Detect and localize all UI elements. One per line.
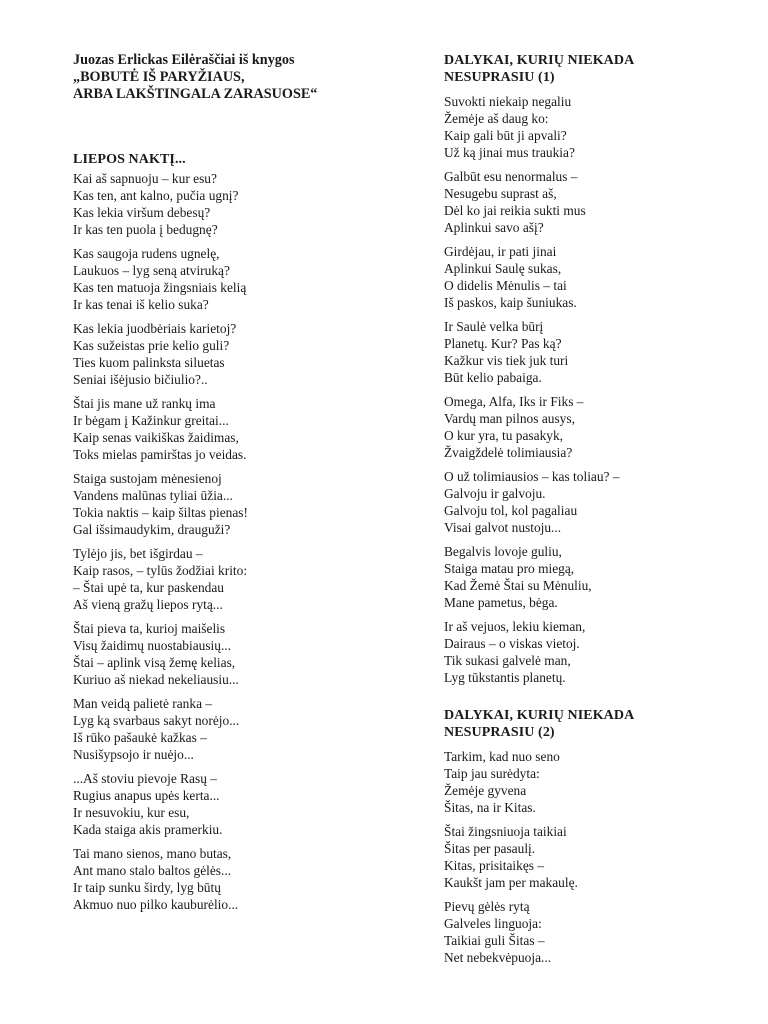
stanza — [73, 170, 393, 238]
poem-line: Aplinkui Saulę sukas, — [444, 261, 562, 276]
stanza — [444, 93, 744, 161]
poem-line: Būt kelio pabaiga. — [444, 370, 542, 385]
poem-line: Dairaus – o viskas vietoj. — [444, 636, 580, 651]
poem-line: Štai pieva ta, kurioj maišelis — [73, 621, 226, 636]
poem-line: Galbūt esu nenormalus – — [444, 169, 578, 184]
poem-line: Begalvis lovoje guliu, — [444, 544, 562, 559]
author-name: Juozas Erlickas — [73, 52, 168, 68]
poem-line: Aplinkui savo ašį? — [444, 220, 544, 235]
header-subtitle: Eilėraščiai iš knygos — [171, 52, 295, 68]
poem-line: Kad Žemė Štai su Mėnuliu, — [444, 578, 592, 593]
stanza — [444, 543, 744, 611]
poem-line: Iš paskos, kaip šuniukas. — [444, 295, 577, 310]
poem-line: O didelis Mėnulis – tai — [444, 278, 567, 293]
stanza — [73, 395, 393, 463]
poem-line: Ant mano stalo baltos gėlės... — [73, 863, 232, 878]
poem-line: Kas sužeistas prie kelio guli? — [73, 338, 230, 353]
poem-line: Akmuo nuo pilko kauburėlio... — [73, 897, 239, 912]
poem-line: Pievų gėlės rytą — [444, 899, 530, 914]
poem-line: Kaip rasos, – tylūs žodžiai krito: — [73, 563, 248, 578]
poem-line: Staiga sustojam mėnesienoj — [73, 471, 222, 486]
poem-line: Iš rūko pašaukė kažkas – — [73, 730, 207, 745]
book-title-line1: „BOBUTĖ IŠ PARYŽIAUS, — [73, 69, 245, 85]
stanza-gap — [444, 386, 744, 393]
poem-line: Štai žingsniuoja taikiai — [444, 824, 567, 839]
poem-line: Ir nesuvokiu, kur esu, — [73, 805, 190, 820]
poem-line: Už ką jinai mus traukia? — [444, 145, 575, 160]
poem-line: Vandens malūnas tyliai ūžia... — [73, 488, 233, 503]
right-column — [444, 52, 744, 966]
poem-line: Visai galvot nustoju... — [444, 520, 562, 535]
poem-line: Taikiai guli Šitas – — [444, 933, 545, 948]
stanza — [73, 845, 393, 913]
poem-line: Omega, Alfa, Iks ir Fiks – — [444, 394, 584, 409]
stanza-gap — [73, 763, 393, 770]
poem-title-dalykai-1 — [444, 52, 744, 86]
poem-line: Kaukšt jam per makaulę. — [444, 875, 578, 890]
poem-line: Kas ten, ant kalno, pučia ugnį? — [73, 188, 239, 203]
poem-line: Ir taip sunku širdy, lyg būtų — [73, 880, 221, 895]
poem-line: Aš vieną gražų liepos rytą... — [73, 597, 223, 612]
stanza-gap — [444, 236, 744, 243]
poem-line: Šitas per pasaulį. — [444, 841, 536, 856]
poem-line: Lyg tūkstantis planetų. — [444, 670, 566, 685]
poem-line: Nusišypsojo ir nuėjo... — [73, 747, 194, 762]
poem-line: Žvaigždelė tolimiausia? — [444, 445, 573, 460]
poem-line: Tarkim, kad nuo seno — [444, 749, 560, 764]
poem-line: Man veidą palietė ranka – — [73, 696, 213, 711]
poem-title-dalykai-2-line2: NESUPRASIU (2) — [444, 725, 555, 740]
poem-line: Seniai išėjusio bičiulio?.. — [73, 372, 208, 387]
poem-line: Ties kuom palinksta siluetas — [73, 355, 225, 370]
poem-line: Štai – aplink visą žemę kelias, — [73, 655, 236, 670]
stanza — [73, 620, 393, 688]
poem-line: O kur yra, tu pasakyk, — [444, 428, 563, 443]
poem-line: Tai mano sienos, mano butas, — [73, 846, 232, 861]
stanza — [444, 318, 744, 386]
poem-line: Galvoju tol, kol pagaliau — [444, 503, 578, 518]
stanza — [444, 748, 744, 816]
poem-line: Tik sukasi galvelė man, — [444, 653, 571, 668]
poem-title-dalykai-1-line1: DALYKAI, KURIŲ NIEKADA — [444, 53, 635, 68]
poem-title-dalykai-1-line2: NESUPRASIU (1) — [444, 70, 555, 85]
stanza — [73, 320, 393, 388]
stanza — [73, 695, 393, 763]
poem-line: Žemėje gyvena — [444, 783, 527, 798]
poem-line: – Štai upė ta, kur paskendau — [73, 580, 224, 595]
poem-line: Rugius anapus upės kerta... — [73, 788, 220, 803]
poem-line: Lyg ką svarbaus sakyt norėjo... — [73, 713, 240, 728]
poem-line: Ir bėgam į Kažinkur greitai... — [73, 413, 229, 428]
poem-line: Suvokti niekaip negaliu — [444, 94, 572, 109]
poem-line: Ir Saulė velka būrį — [444, 319, 544, 334]
poem-line: Kažkur vis tiek juk turi — [444, 353, 569, 368]
poem-line: Net nebekvėpuoja... — [444, 950, 552, 965]
poem-line: Visų žaidimų nuostabiausių... — [73, 638, 232, 653]
poem-title-dalykai-2 — [444, 707, 744, 741]
poem-dalykai-2 — [444, 748, 744, 966]
poem-line: Kas ten matuoja žingsniais kelią — [73, 280, 247, 295]
poem-title-dalykai-2-line1: DALYKAI, KURIŲ NIEKADA — [444, 708, 635, 723]
stanza — [73, 470, 393, 538]
stanza-gap — [444, 536, 744, 543]
stanza-gap — [73, 538, 393, 545]
poem-liepos — [73, 170, 393, 913]
stanza-gap — [73, 613, 393, 620]
stanza — [73, 770, 393, 838]
poem-line: Ir kas ten puola į bedugnę? — [73, 222, 218, 237]
stanza — [73, 545, 393, 613]
stanza — [444, 243, 744, 311]
poem-line: Štai jis mane už rankų ima — [73, 396, 216, 411]
poem-line: Tokia naktis – kaip šiltas pienas! — [73, 505, 248, 520]
poem-line: Taip jau surėdyta: — [444, 766, 540, 781]
poem-line: Gal išsimaudykim, drauguži? — [73, 522, 231, 537]
poem-line: Kaip senas vaikiškas žaidimas, — [73, 430, 239, 445]
stanza-gap — [73, 388, 393, 395]
poem-line: Kaip gali būt ji apvali? — [444, 128, 567, 143]
stanza — [73, 245, 393, 313]
stanza — [444, 898, 744, 966]
stanza — [444, 823, 744, 891]
poem-line: Dėl ko jai reikia sukti mus — [444, 203, 586, 218]
stanza-gap — [73, 688, 393, 695]
stanza-gap — [444, 461, 744, 468]
stanza-gap — [444, 816, 744, 823]
document-header — [73, 52, 393, 103]
stanza-gap — [444, 311, 744, 318]
stanza-gap — [73, 838, 393, 845]
stanza-gap — [73, 313, 393, 320]
poem-line: Kas lekia viršum debesų? — [73, 205, 211, 220]
stanza — [444, 168, 744, 236]
poem-title-liepos: LIEPOS NAKTĮ... — [73, 152, 186, 167]
poem-line: Šitas, na ir Kitas. — [444, 800, 536, 815]
poem-line: Laukuos – lyg seną atviruką? — [73, 263, 230, 278]
poem-line: O už tolimiausios – kas toliau? – — [444, 469, 620, 484]
poem-line: Kuriuo aš niekad nekeliausiu... — [73, 672, 239, 687]
poem-line: Ir kas tenai iš kelio suka? — [73, 297, 209, 312]
poem-line: Kai aš sapnuoju – kur esu? — [73, 171, 217, 186]
poem-line: Girdėjau, ir pati jinai — [444, 244, 557, 259]
stanza — [444, 468, 744, 536]
poem-line: Tylėjo jis, bet išgirdau – — [73, 546, 203, 561]
stanza-gap — [73, 238, 393, 245]
stanza — [444, 393, 744, 461]
book-title-line2: ARBA LAKŠTINGALA ZARASUOSE“ — [73, 86, 318, 102]
poem-line: Galveles linguoja: — [444, 916, 542, 931]
stanza-gap — [444, 611, 744, 618]
poem-line: Planetų. Kur? Pas ką? — [444, 336, 562, 351]
poem-line: Vardų man pilnos ausys, — [444, 411, 575, 426]
poem-line: Galvoju ir galvoju. — [444, 486, 546, 501]
stanza — [444, 618, 744, 686]
poem-line: Toks mielas pamirštas jo veidas. — [73, 447, 247, 462]
stanza-gap — [444, 891, 744, 898]
poem-line: Kas lekia juodbėriais karietoj? — [73, 321, 237, 336]
poem-line: Staiga matau pro miegą, — [444, 561, 575, 576]
poem-line: ...Aš stoviu pievoje Rasų – — [73, 771, 217, 786]
stanza-gap — [73, 463, 393, 470]
poem-line: Kas saugoja rudens ugnelę, — [73, 246, 220, 261]
poem-line: Kitas, prisitaikęs – — [444, 858, 545, 873]
poem-line: Kada staiga akis pramerkiu. — [73, 822, 223, 837]
poem-line: Ir aš vejuos, lekiu kieman, — [444, 619, 586, 634]
poem-line: Žemėje aš daug ko: — [444, 111, 549, 126]
poem-dalykai-1 — [444, 93, 744, 686]
stanza-gap — [444, 161, 744, 168]
poem-line: Nesugebu suprast aš, — [444, 186, 557, 201]
left-column — [73, 52, 393, 913]
poem-line: Mane pametus, bėga. — [444, 595, 558, 610]
